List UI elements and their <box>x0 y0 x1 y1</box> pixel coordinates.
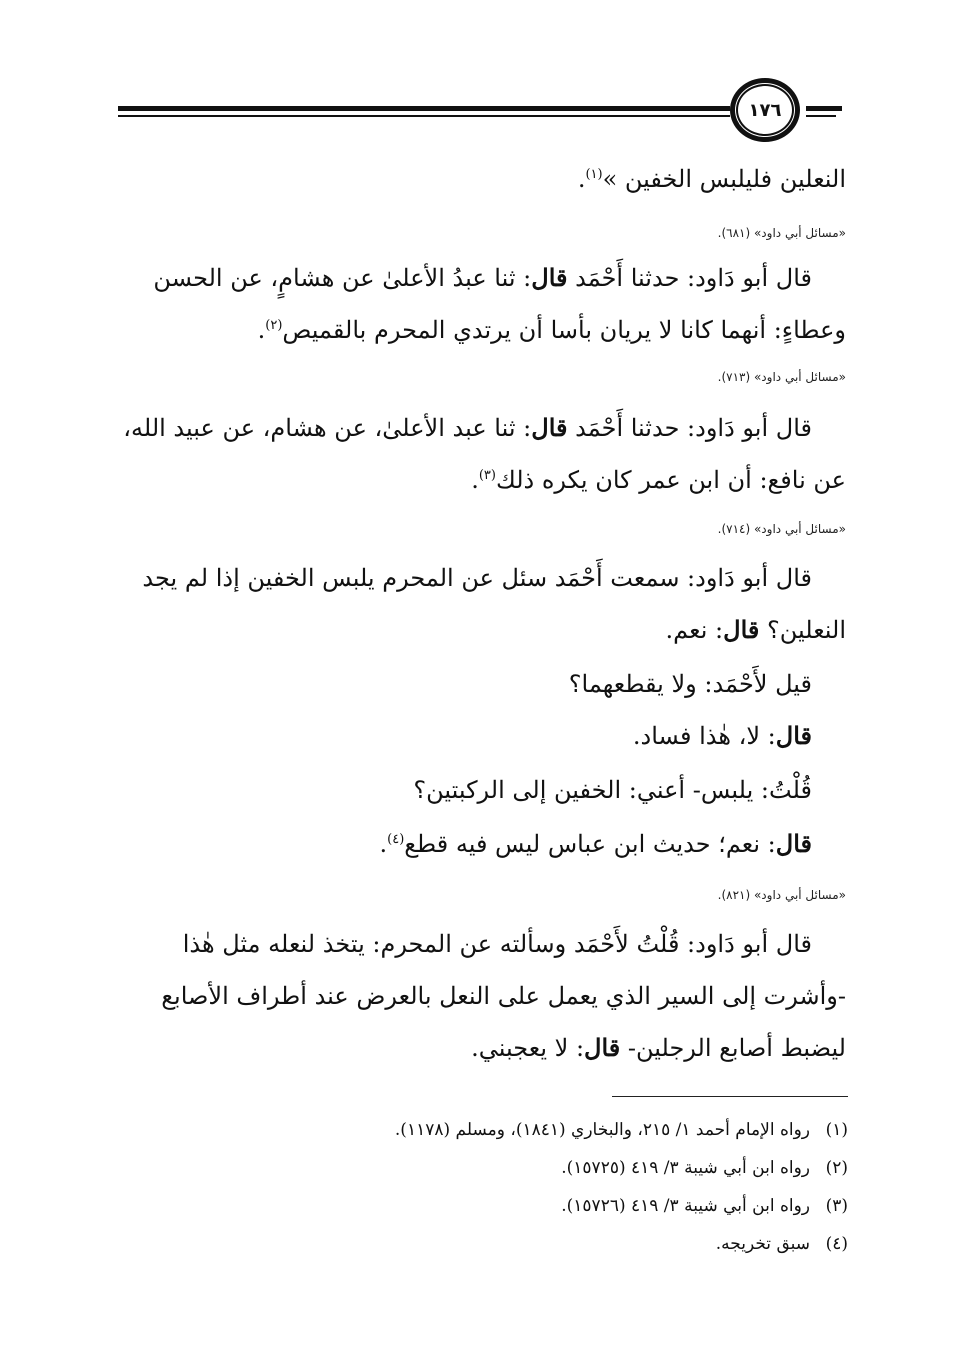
footnote-1: (١)رواه الإمام أحمد ١/ ٢١٥، والبخاري (١٨٤١)، ومسلم (١١٧٨). <box>394 1120 848 1140</box>
footnote-3: (٣)رواه ابن أبي شيبة ٣/ ٤١٩ (١٥٧٢٦). <box>561 1196 848 1216</box>
footnote-ref-4: (٤) <box>387 832 405 847</box>
source-citation-3: «مسائل أبي داود» (٧١٤). <box>717 522 846 536</box>
paragraph-1: قال أبو دَاود: حدثنا أَحْمَد قال: ثنا عبدُ الأعلىٰ عن هشامٍ، عن الحسن وعطاءٍ: أنهما كانا لا يريان بأسا أن يرتدي المحرم بالقميص$^{(٢)}$. <box>153 263 846 344</box>
line-qil: قيل لأَحْمَد: ولا يقطعهما؟ <box>568 670 812 698</box>
header-rule <box>118 106 730 111</box>
footnote-ref-3: (٣) <box>478 468 496 483</box>
page-number-medallion <box>730 78 800 142</box>
page-header <box>118 78 846 148</box>
source-citation-1: «مسائل أبي داود» (٦٨١). <box>717 226 846 240</box>
paragraph-0: النعلين فليلبس الخفين »$^{(١)}$. <box>577 165 846 193</box>
line-qal-2: قال: نعم؛ حديث ابن عباس ليس فيه قطع$^{(٤)}$. <box>379 829 812 858</box>
header-rule-right <box>806 106 842 111</box>
source-citation-2: «مسائل أبي داود» (٧١٣). <box>717 370 846 384</box>
line-qal-1: قال: لا، هٰذا فساد. <box>632 721 812 750</box>
footnote-2: (٢)رواه ابن أبي شيبة ٣/ ٤١٩ (١٥٧٢٥). <box>561 1158 848 1178</box>
paragraph-3: قال أبو دَاود: سمعت أَحْمَد سئل عن المحرم يلبس الخفين إذا لم يجد النعلين؟ قال: نعم. <box>142 564 846 644</box>
paragraph-5: قال أبو دَاود: قُلْتُ لأَحْمَد وسألته عن المحرم: يتخذ لنعله مثل هٰذا -وأشرت إلى السير الذي يعمل على النعل بالعرض عند أطراف الأصابع ليضبط أصابع الرجلين- قال: لا يعجبني. <box>161 930 846 1062</box>
page-number: ١٧٦ <box>748 99 782 121</box>
line-qultu: قُلْتُ: يلبس- أعني: الخفين إلى الركبتين؟ <box>413 776 812 804</box>
paragraph-2: قال أبو دَاود: حدثنا أَحْمَد قال: ثنا عبد الأعلىٰ، عن هشام، عن عبيد الله، عن نافع: أن ابن عمر كان يكره ذلك$^{(٣)}$. <box>123 413 846 494</box>
header-rule-right-thin <box>806 115 836 117</box>
footnote-ref-2: (٢) <box>265 318 283 333</box>
source-citation-4: «مسائل أبي داود» (٨٢١). <box>717 888 846 902</box>
footnote-4: (٤)سبق تخريجه. <box>715 1234 848 1254</box>
footnote-ref-1: (١) <box>585 167 603 182</box>
footnote-separator <box>612 1096 848 1097</box>
header-rule-thin <box>118 115 730 117</box>
